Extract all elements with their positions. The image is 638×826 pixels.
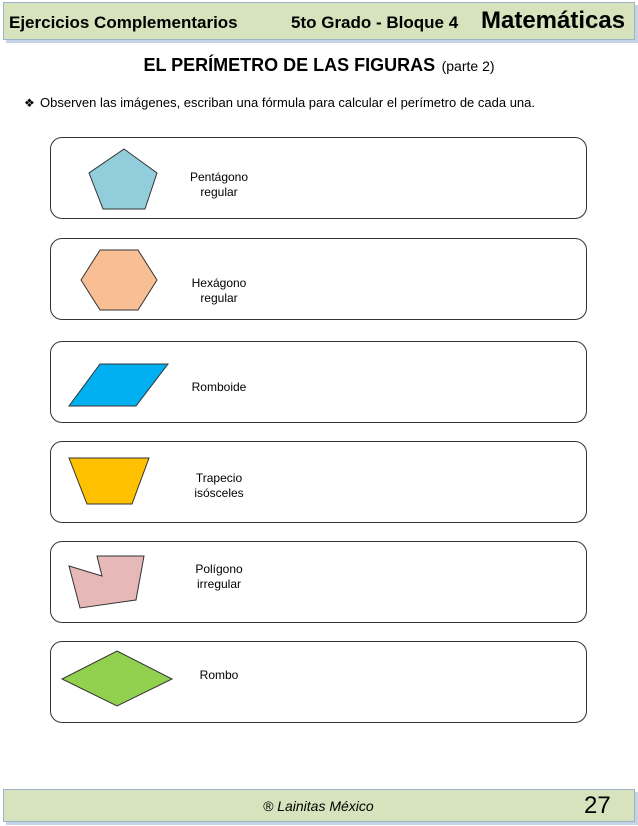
- figure-label-parallelogram: Romboide: [191, 380, 247, 394]
- instruction: [24, 95, 535, 110]
- pentagon-shape: [89, 149, 157, 209]
- diamond-bullet-icon: ❖: [24, 96, 35, 110]
- hexagon-icon: [78, 247, 160, 313]
- parallelogram-icon: [66, 360, 172, 410]
- figure-label-irregular-polygon: Polígono irregular: [195, 562, 243, 591]
- figure-label-trapezoid: Trapecio isósceles: [194, 471, 244, 500]
- page-title: [0, 55, 638, 76]
- pentagon-icon: [84, 146, 164, 212]
- header-course-title: Ejercicios Complementarios: [9, 13, 238, 32]
- instruction-text: Observen las imágenes, escriban una fórmula para calcular el perímetro de cada una.: [40, 95, 535, 110]
- rhombus-icon: [58, 648, 176, 710]
- page-number: 27: [584, 792, 611, 819]
- page-title-sub: (parte 2): [441, 58, 495, 74]
- irregular-polygon-shape: [69, 556, 144, 608]
- trapezoid-icon: [66, 454, 152, 508]
- irregular-polygon-icon: [66, 552, 148, 614]
- figure-label-rhombus: Rombo: [199, 668, 239, 682]
- footer-bar: [3, 789, 635, 822]
- header-grade-block: 5to Grado - Bloque 4: [291, 13, 459, 32]
- trapezoid-shape: [69, 458, 149, 504]
- figure-label-pentagon: Pentágono regular: [189, 170, 249, 199]
- parallelogram-shape: [69, 364, 168, 406]
- figure-label-hexagon: Hexágono regular: [191, 276, 247, 305]
- hexagon-shape: [81, 250, 157, 310]
- footer-brand: ® Lainitas México: [263, 798, 374, 814]
- page-title-main: EL PERÍMETRO DE LAS FIGURAS: [143, 55, 436, 75]
- header-bar: [3, 2, 635, 40]
- header-subject: Matemáticas: [481, 7, 626, 34]
- rhombus-shape: [62, 651, 172, 706]
